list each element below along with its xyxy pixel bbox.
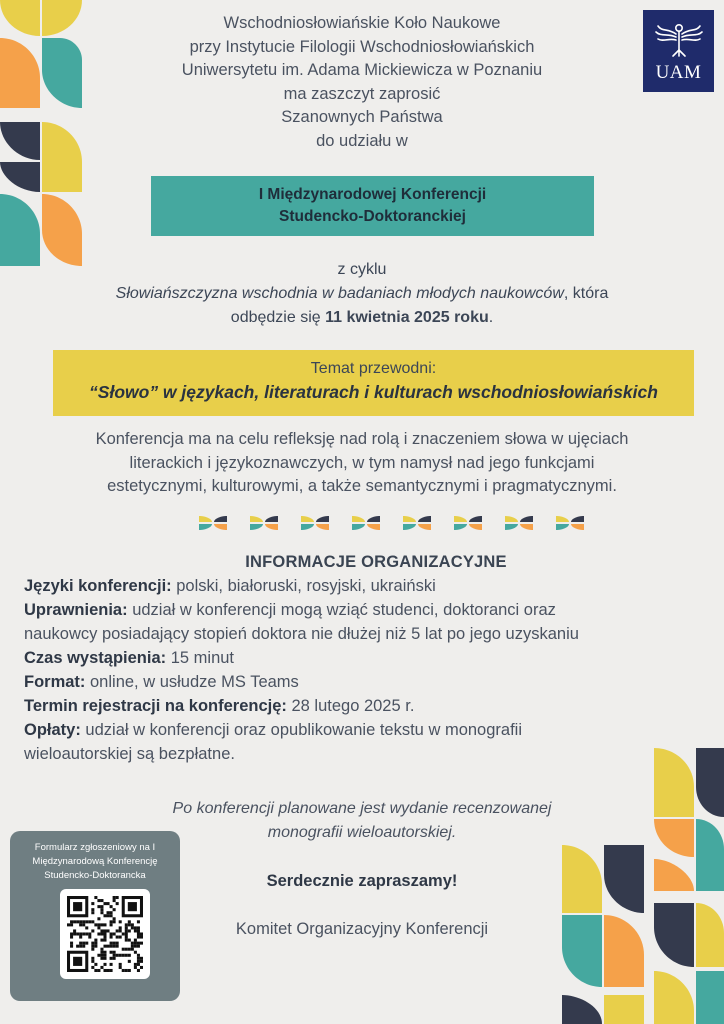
registration-qr-card[interactable] <box>10 831 180 1001</box>
flower-divider-icon <box>453 514 483 532</box>
intro-line: Szanownych Państwa <box>281 108 443 126</box>
intro-line: Uniwersytetu im. Adama Mickiewicza w Poznaniu <box>181 61 543 79</box>
organizing-committee: Komitet Organizacyjny Konferencji <box>235 920 489 938</box>
info-eligibility-cont: naukowcy posiadający stopień doktora nie dłużej niż 5 lat po jego uzyskaniu <box>24 625 579 643</box>
info-value: online, w usłudze MS Teams <box>85 673 299 691</box>
conference-date: 11 kwietnia 2025 roku <box>325 309 489 326</box>
conference-name-box <box>151 176 594 236</box>
flower-divider-icon <box>198 514 228 532</box>
aim-line: literackich i językoznawczych, w tym namysł nad jego funkcjami <box>129 453 595 472</box>
qr-caption-line: Studencko-Doktorancka <box>44 870 146 881</box>
theme-label: Temat przewodni: <box>310 360 437 377</box>
info-label: Termin rejestracji na konferencję: <box>24 697 287 715</box>
intro-line: przy Instytucie Filologii Wschodniosłowiańskich <box>189 37 535 56</box>
intro-block <box>0 12 724 153</box>
info-value: udział w konferencji mogą wziąć studenci, doktoranci oraz <box>127 601 556 619</box>
intro-line: ma zaszczyt zaprosić <box>283 84 441 103</box>
info-fees-cont: wieloautorskiej są bezpłatne. <box>24 745 235 763</box>
cycle-intro: z cyklu <box>337 261 387 278</box>
flower-divider-icon <box>504 514 534 532</box>
qr-caption-line: Formularz zgłoszeniowy na I <box>34 842 156 853</box>
theme-title: “Słowo” w językach, literaturach i kulturach wschodniosłowiańskich <box>89 382 658 402</box>
flower-divider-icon <box>300 514 330 532</box>
info-value: udział w konferencji oraz opublikowanie tekstu w monografii <box>80 721 522 739</box>
qr-code-icon[interactable] <box>67 896 143 972</box>
info-eligibility <box>24 598 714 622</box>
aim-paragraph <box>0 428 724 499</box>
info-label: Języki konferencji: <box>24 577 172 595</box>
info-time <box>24 646 714 670</box>
intro-line: Wschodniosłowiańskie Koło Naukowe <box>223 14 501 32</box>
cycle-date-line <box>0 306 724 330</box>
logo-text: UAM <box>655 62 702 83</box>
info-label: Czas wystąpienia: <box>24 649 167 667</box>
date-prefix: odbędzie się <box>230 309 326 326</box>
flower-divider-icon <box>249 514 279 532</box>
date-suffix: . <box>488 309 494 326</box>
theme-box <box>53 350 694 416</box>
info-format <box>24 670 714 694</box>
cycle-series-line <box>0 282 724 306</box>
info-value: polski, białoruski, rosyjski, ukraiński <box>171 577 436 595</box>
conference-name-line: Studencko-Doktoranckiej <box>279 208 466 225</box>
aim-line: estetycznymi, kulturowymi, a także semantycznymi i pragmatycznymi. <box>107 477 617 495</box>
flower-divider-icon <box>351 514 381 532</box>
qr-caption <box>10 841 180 883</box>
series-title: Słowiańszczyzna wschodnia w badaniach młodych naukowców <box>115 285 564 302</box>
conference-name-line: I Międzynarodowej Konferencji <box>258 186 487 203</box>
qr-caption-line: Międzynarodową Konferencję <box>32 856 158 867</box>
qr-code-frame[interactable] <box>60 889 150 979</box>
info-fees <box>24 718 714 742</box>
info-label: Uprawnienia: <box>24 601 128 619</box>
cycle-block <box>0 258 724 330</box>
info-label: Opłaty: <box>24 721 81 739</box>
aim-line: Konferencja ma na celu refleksję nad rolą i znaczeniem słowa w ujęciach <box>95 430 629 448</box>
flower-divider-icon <box>402 514 432 532</box>
info-languages <box>24 574 714 598</box>
series-suffix: , która <box>563 285 609 302</box>
publication-line: monografii wieloautorskiej. <box>267 824 457 841</box>
info-deadline <box>24 694 714 718</box>
info-heading: INFORMACJE ORGANIZACYJNE <box>245 553 507 571</box>
intro-line: do udziału w <box>316 131 408 150</box>
publication-line: Po konferencji planowane jest wydanie recenzowanej <box>172 800 552 817</box>
flower-divider <box>198 514 585 532</box>
flower-divider-icon <box>555 514 585 532</box>
info-label: Format: <box>24 673 86 691</box>
uam-logo <box>643 10 714 92</box>
info-list <box>24 574 714 766</box>
info-value: 28 lutego 2025 r. <box>286 697 415 715</box>
eagle-icon <box>654 20 704 58</box>
info-value: 15 minut <box>166 649 235 667</box>
invitation-closing: Serdecznie zapraszamy! <box>266 872 458 890</box>
